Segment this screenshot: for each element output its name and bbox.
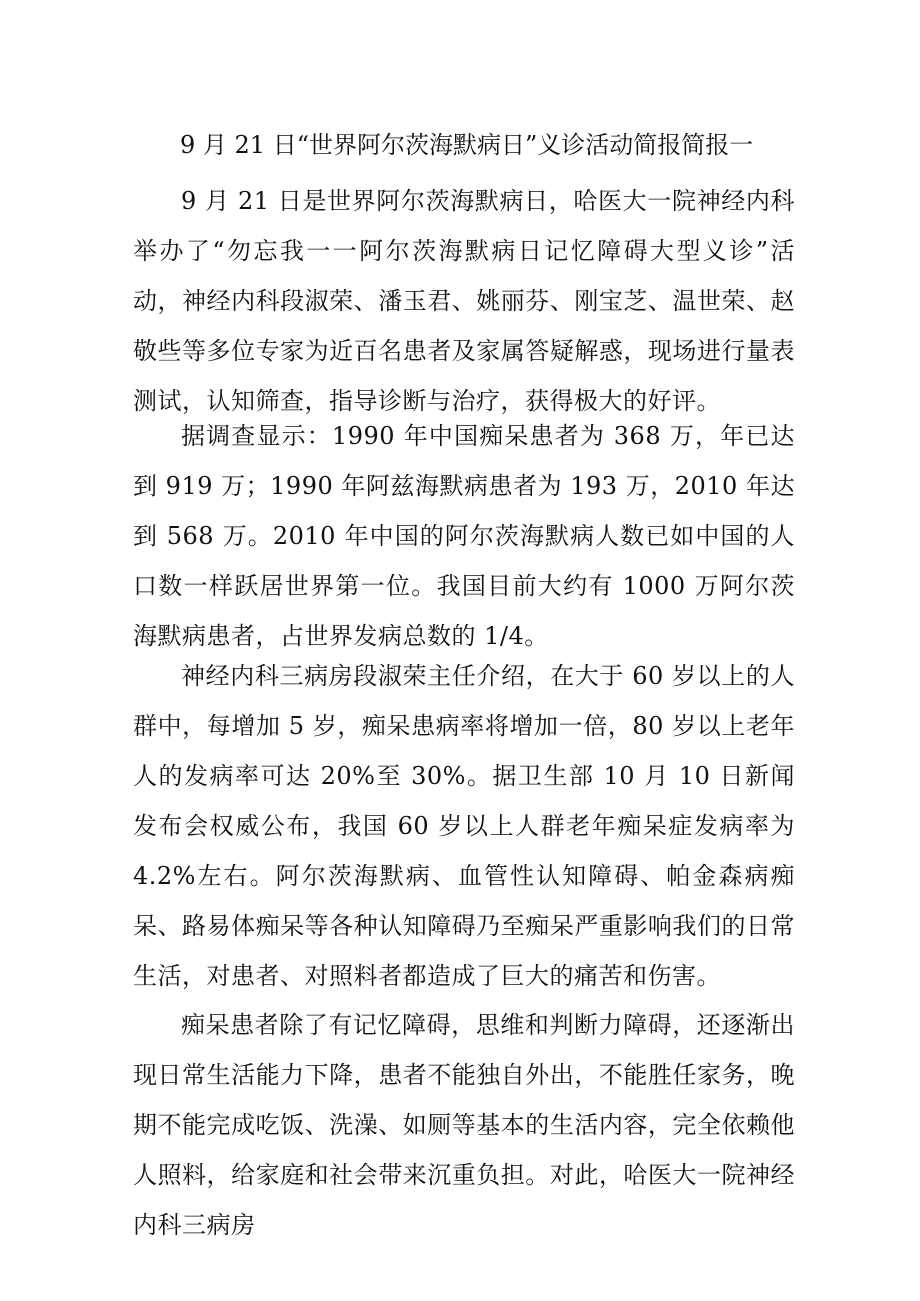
document-title: 9 月 21 日“世界阿尔茨海默病日”义诊活动简报简报一 (180, 131, 754, 159)
paragraph-2: 据调查显示：1990 年中国痴呆患者为 368 万，年已达到 919 万；1990 年阿兹海默病患者为 193 万，2010 年达到 568 万。2010 年中国的阿尔茨海默病人数已如中国的人口数一样跃居世界第一位。我国目前大约有 1000 万阿尔茨海默病患者，占世界发病总数的 1/4。 (133, 422, 795, 650)
paragraph-4: 痴呆患者除了有记忆障碍，思维和判断力障碍，还逐渐出现日常生活能力下降，患者不能独自外出，不能胜任家务，晚期不能完成吃饭、洗澡、如厕等基本的生活内容，完全依赖他人照料，给家庭和社会带来沉重负担。对此，哈医大一院神经内科三病房 (133, 1011, 795, 1239)
paragraph-1: 9 月 21 日是世界阿尔茨海默病日，哈医大一院神经内科举办了“勿忘我一一阿尔茨海默病日记忆障碍大型义诊”活动，神经内科段淑荣、潘玉君、姚丽芬、刚宝芝、温世荣、赵敬些等多位专家为近百名患者及家属答疑解惑，现场进行量表测试，认知筛查，指导诊断与治疗，获得极大的好评。 (133, 187, 795, 415)
paragraph-3: 神经内科三病房段淑荣主任介绍，在大于 60 岁以上的人群中，每增加 5 岁，痴呆患病率将增加一倍，80 岁以上老年人的发病率可达 20%至 30%。据卫生部 10 月 10 日新闻发布会权威公布，我国 60 岁以上人群老年痴呆症发病率为 4.2%左右。阿尔茨海默病、血管性认知障碍、帕金森病痴呆、路易体痴呆等各种认知障碍乃至痴呆严重影响我们的日常生活，对患者、对照料者都造成了巨大的痛苦和伤害。 (133, 662, 795, 990)
